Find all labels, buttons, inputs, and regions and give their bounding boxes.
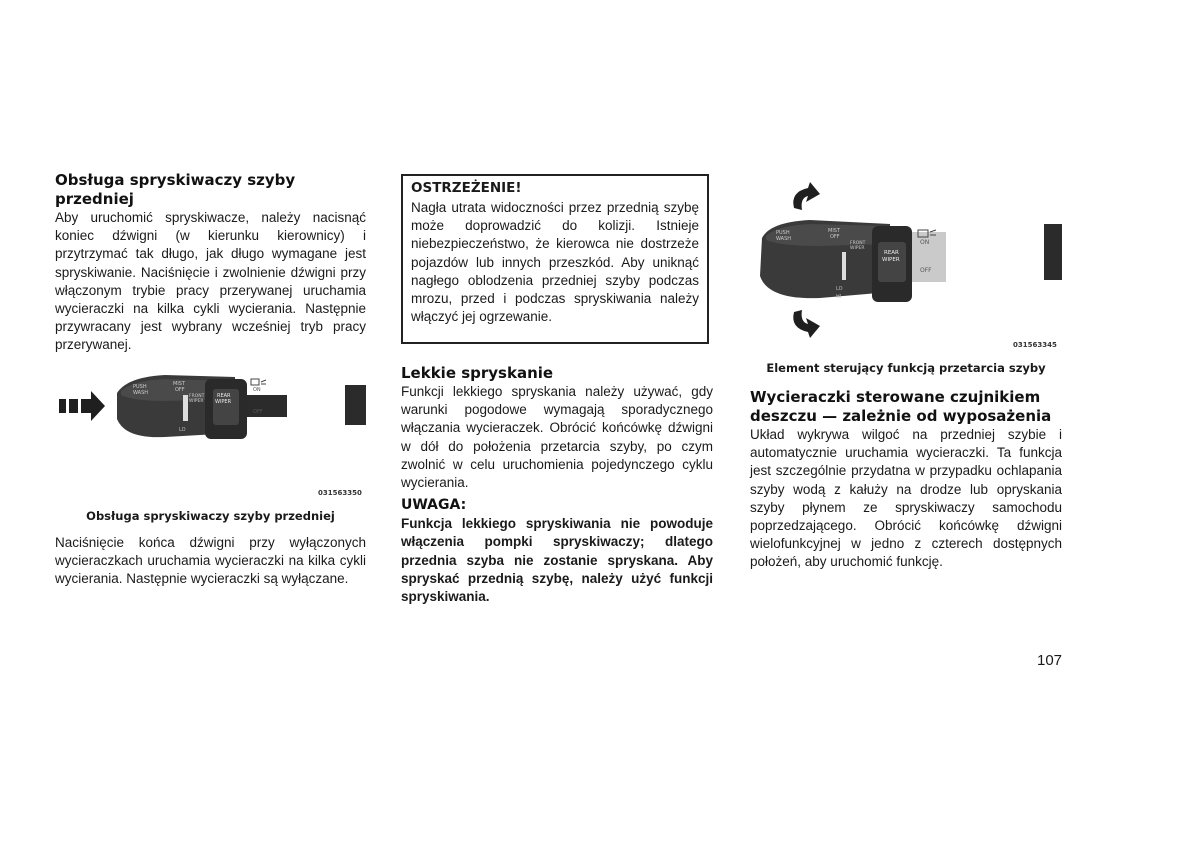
- rotate-up-arrow-icon: [793, 182, 820, 210]
- mist-lever-illustration: [750, 180, 1062, 340]
- wiper-lever-illustration: [55, 355, 366, 485]
- figure-caption-1: Obsługa spryskiwaczy szyby przedniej: [86, 509, 335, 523]
- wiper-label-rear: WIPER: [215, 399, 232, 405]
- page-number: 107: [1037, 652, 1063, 669]
- figure-caption-2: Element sterujący funkcją przetarcia szyby: [766, 361, 1046, 375]
- rain-sensor-paragraph: Układ wykrywa wilgoć na przedniej szybie i automatycznie uruchamia wycieraczki. Ta funkcja jest szczególnie przydatna w przypadku ochlapania szyby wodą z kałuży na drodze lub opryskania szyby płynem ze spryskiwaczy samochodu poprzedzającego. Obrócić końcówkę dźwigni wielofunkcyjnej w jedno z czterech dostępnych położeń, aby uruchomić funkcję.: [750, 427, 1062, 570]
- section-heading-mist: Lekkie spryskanie: [401, 364, 554, 382]
- mist-label-2: MIST: [828, 228, 841, 234]
- section-heading-rain-sensor: Wycieraczki sterowane czujnikiem deszczu — zależnie od wyposażenia: [750, 388, 1052, 425]
- push-label-2: PUSH: [776, 230, 790, 236]
- washer-paragraph: Aby uruchomić spryskiwacze, należy nacisnąć koniec dźwigni (w kierunku kierownicy) i przytrzymać tak długo, jak długo wymagane jest spryskiwanie. Naciśnięcie i zwolnienie dźwigni przy włączonym trybie pracy przerywanej uruchamia wycieraczki na kilka cykli wycierania. Następnie przywracany jest wybrany wcześniej tryb pracy przerywanej.: [55, 210, 366, 353]
- lo-label: LO: [179, 427, 186, 433]
- warning-box: [401, 174, 709, 344]
- wiper-label: WIPER: [189, 399, 204, 404]
- wash-label: WASH: [133, 390, 149, 396]
- note-title: UWAGA:: [401, 497, 467, 514]
- rotate-down-arrow-icon: [793, 310, 820, 338]
- wiper-label-rear-2: WIPER: [882, 257, 900, 263]
- figure-code-1: 031563350: [318, 489, 362, 497]
- mist-label: MIST: [173, 381, 186, 387]
- front-label-2: FRONT: [850, 241, 866, 246]
- on-label: ON: [253, 387, 261, 393]
- push-label: PUSH: [133, 384, 147, 390]
- lo-label-2: LO: [836, 286, 843, 292]
- mist-paragraph: Funkcji lekkiego spryskania należy używać, gdy warunki pogodowe wymagają sporadycznego włączania wycieraczek. Obrócić końcówkę dźwigni w dół do położenia przetarcia szyby, po czym zwolnić w celu uruchomienia pojedynczego cyklu wycierania.: [401, 384, 713, 491]
- rear-label: REAR: [217, 393, 231, 399]
- column-right: [750, 388, 1062, 572]
- washer-paragraph-2: Naciśnięcie końca dźwigni przy wyłączonych wycieraczkach uruchamia wycieraczki na kilka cykli wycierania. Następnie wycieraczki są wyłączane.: [55, 535, 366, 587]
- wash-label-2: WASH: [776, 236, 792, 242]
- note-text: Funkcja lekkiego spryskiwania nie powoduje włączenia pompki spryskiwaczy; dlatego przednia szyba nie zostanie spryskana. Aby spryskać przednią szybę, należy użyć funkcji spryskiwania.: [401, 516, 713, 605]
- off-label-2: OFF: [920, 267, 932, 274]
- off-label-mist-2: OFF: [830, 234, 840, 240]
- off-label: OFF: [253, 409, 263, 415]
- hi-label: HI: [836, 294, 842, 300]
- washer-symbol-icon: [251, 379, 266, 385]
- warning-title: OSTRZEŻENIE!: [411, 180, 522, 196]
- column-left-bottom: [55, 534, 366, 589]
- off-label-mist: OFF: [175, 387, 185, 393]
- push-arrow-icon: [59, 391, 105, 421]
- column-left: [55, 171, 366, 355]
- figure-washer-lever: [55, 355, 366, 485]
- figure-mist-lever: [750, 180, 1062, 340]
- section-heading-washer: Obsługa spryskiwaczy szyby przedniej: [55, 171, 296, 208]
- wiper-label-2: WIPER: [850, 246, 865, 251]
- warning-text: Nagła utrata widoczności przez przednią szybę może doprowadzić do kolizji. Istnieje niebezpieczeństwo, że kierowca nie dostrzeże pojazdów lub innych przeszkód. Aby uniknąć nagłego oblodzenia przedniej szyby podczas mrozu, przed i podczas spryskiwania należy włączyć jej ogrzewanie.: [411, 200, 699, 325]
- front-label: FRONT: [189, 394, 205, 399]
- rear-label-2: REAR: [884, 250, 899, 256]
- figure-code-2: 031563345: [1013, 341, 1057, 349]
- column-middle: [401, 364, 713, 606]
- on-label-2: ON: [920, 239, 930, 246]
